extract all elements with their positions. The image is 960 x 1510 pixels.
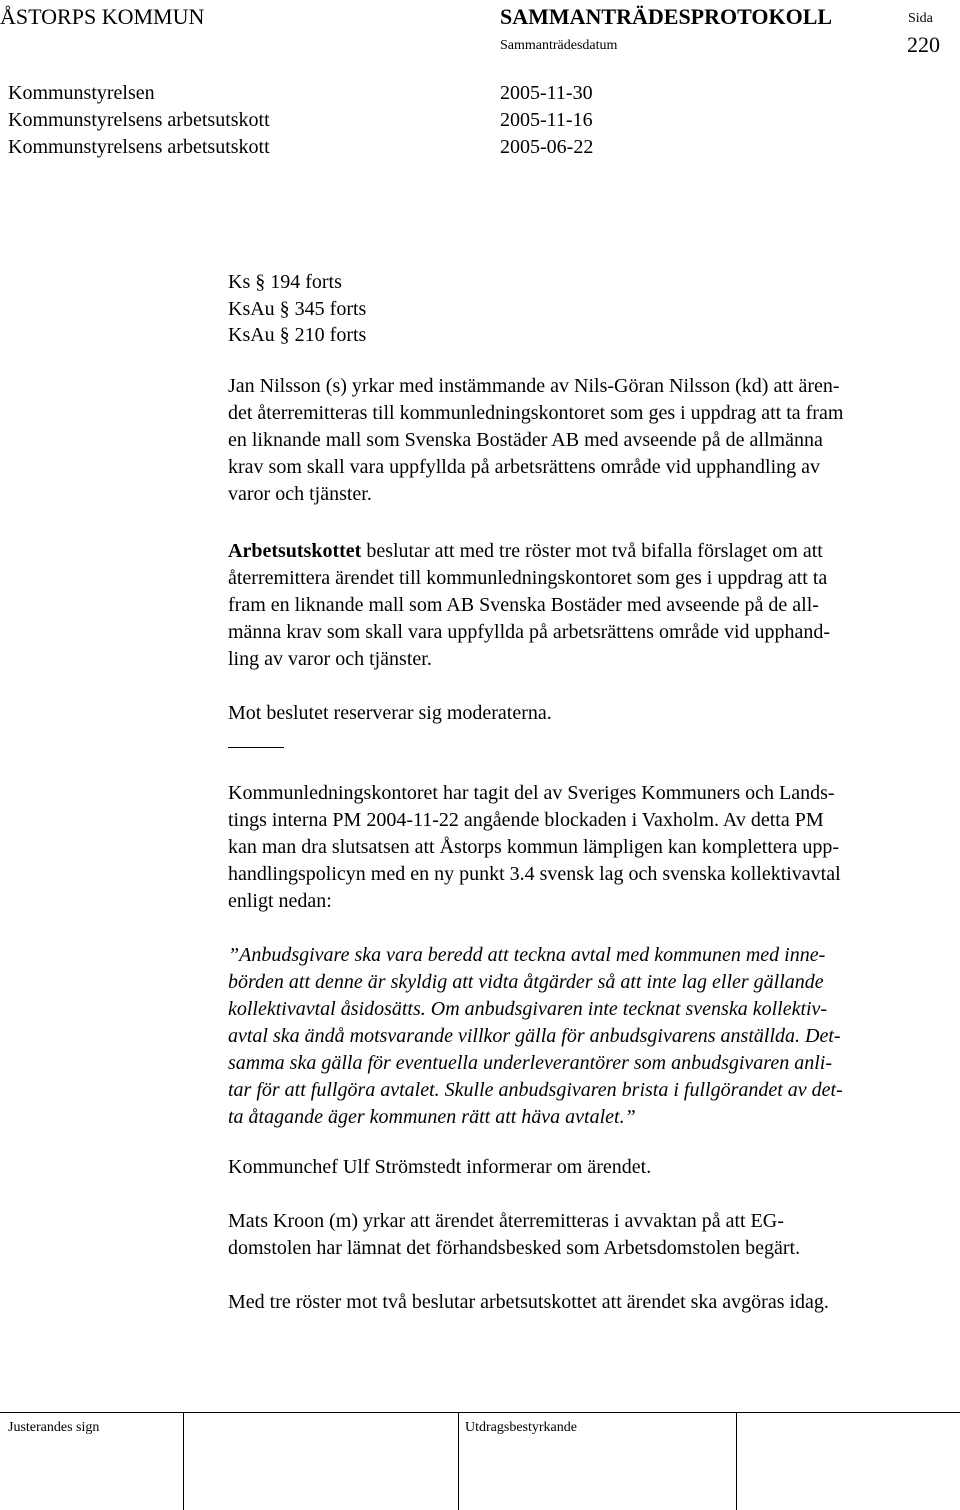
municipality-name: ÅSTORPS KOMMUN (0, 4, 205, 29)
text-line: Kommunchef Ulf Strömstedt informerar om ärendet. (228, 1156, 652, 1178)
meeting-body: Kommunstyrelsens arbetsutskott (8, 109, 270, 131)
text-line: det återremitteras till kommunledningskontoret som ges i uppdrag att ta fram (228, 402, 844, 424)
text-line: avtal ska ändå motsvarande villkor gälla för anbudsgivarens anställda. Det- (228, 1025, 841, 1047)
meeting-date: 2005-11-30 (500, 82, 593, 104)
footer-sign-label: Justerandes sign (8, 1420, 100, 1435)
paragraph-municipal-manager (228, 1154, 651, 1181)
committee-name: Arbetsutskottet (228, 540, 362, 562)
page-label: Sida (908, 11, 933, 26)
text-line: ta åtagande äger kommunen rätt att häva avtalet.” (228, 1106, 636, 1128)
text-line: återremittera ärendet till kommunledningskontoret som ges i uppdrag att ta (228, 567, 828, 589)
footer-divider (736, 1412, 737, 1510)
paragraph-office-memo (228, 780, 841, 915)
text-line: domstolen har lämnat det förhandsbesked som Arbetsdomstolen begärt. (228, 1237, 801, 1259)
page-number: 220 (907, 32, 940, 57)
footer-extract-label: Utdragsbestyrkande (465, 1420, 577, 1435)
meeting-date: 2005-06-22 (500, 136, 594, 158)
document-type: SAMMANTRÄDESPROTOKOLL (500, 4, 833, 29)
reference-ksau-345: KsAu § 345 forts (228, 298, 367, 320)
text-line: Med tre röster mot två beslutar arbetsutskottet att ärendet ska avgöras idag. (228, 1291, 829, 1313)
footer-divider (183, 1412, 184, 1510)
text-line: tings interna PM 2004-11-22 angående blockaden i Vaxholm. Av detta PM (228, 809, 824, 831)
text-line: ”Anbudsgivare ska vara beredd att teckna avtal med kommunen med inne- (228, 944, 826, 966)
text-line: Mats Kroon (m) yrkar att ärendet återremitteras i avvaktan på att EG- (228, 1210, 784, 1232)
text-line: beslutar att med tre röster mot två bifalla förslaget om att (361, 540, 823, 562)
footer-divider (458, 1412, 459, 1510)
paragraph-proposal-mats-kroon (228, 1208, 800, 1262)
text-line: krav som skall vara uppfyllda på arbetsrättens område vid upphandling av (228, 456, 821, 478)
text-line: männa krav som skall vara uppfyllda på arbetsrättens område vid upphand- (228, 621, 831, 643)
paragraph-committee-decision (228, 538, 830, 673)
text-line: kan man dra slutsatsen att Åstorps kommun lämpligen kan komplettera upp- (228, 836, 839, 858)
text-line: enligt nedan: (228, 890, 332, 912)
text-line: börden att denne är skyldig att vidta åtgärder så att inte lag eller gällande (228, 971, 824, 993)
footer-rule (0, 1412, 960, 1413)
text-line: kollektivavtal åsidosätts. Om anbudsgivaren inte tecknat svenska kollektiv- (228, 998, 828, 1020)
text-line: Mot beslutet reserverar sig moderaterna. (228, 702, 552, 724)
text-line: samma ska gälla för eventuella underleverantörer som anbudsgivaren anli- (228, 1052, 832, 1074)
meeting-body: Kommunstyrelsen (8, 82, 155, 104)
text-line: ling av varor och tjänster. (228, 648, 432, 670)
reference-ks: Ks § 194 forts (228, 271, 342, 293)
quoted-policy-text (228, 942, 843, 1131)
meeting-body: Kommunstyrelsens arbetsutskott (8, 136, 270, 158)
paragraph-reservation (228, 700, 552, 727)
meeting-date: 2005-11-16 (500, 109, 593, 131)
reference-ksau-210: KsAu § 210 forts (228, 324, 367, 346)
text-line: handlingspolicyn med en ny punkt 3.4 svensk lag och svenska kollektivavtal (228, 863, 841, 885)
text-line: en liknande mall som Svenska Bostäder AB med avseende på de allmänna (228, 429, 823, 451)
text-line: Kommunledningskontoret har tagit del av Sveriges Kommuners och Lands- (228, 782, 835, 804)
text-line: tar för att fullgöra avtalet. Skulle anbudsgivaren brista i fullgörandet av det- (228, 1079, 843, 1101)
date-label: Sammanträdesdatum (500, 38, 618, 53)
text-line: fram en liknande mall som AB Svenska Bostäder med avseende på de all- (228, 594, 819, 616)
separator-rule (228, 747, 284, 748)
paragraph-final-decision (228, 1289, 829, 1316)
text-line: Jan Nilsson (s) yrkar med instämmande av Nils-Göran Nilsson (kd) att ären- (228, 375, 840, 397)
text-line: varor och tjänster. (228, 483, 372, 505)
paragraph-proposal-jan-nilsson (228, 373, 843, 508)
